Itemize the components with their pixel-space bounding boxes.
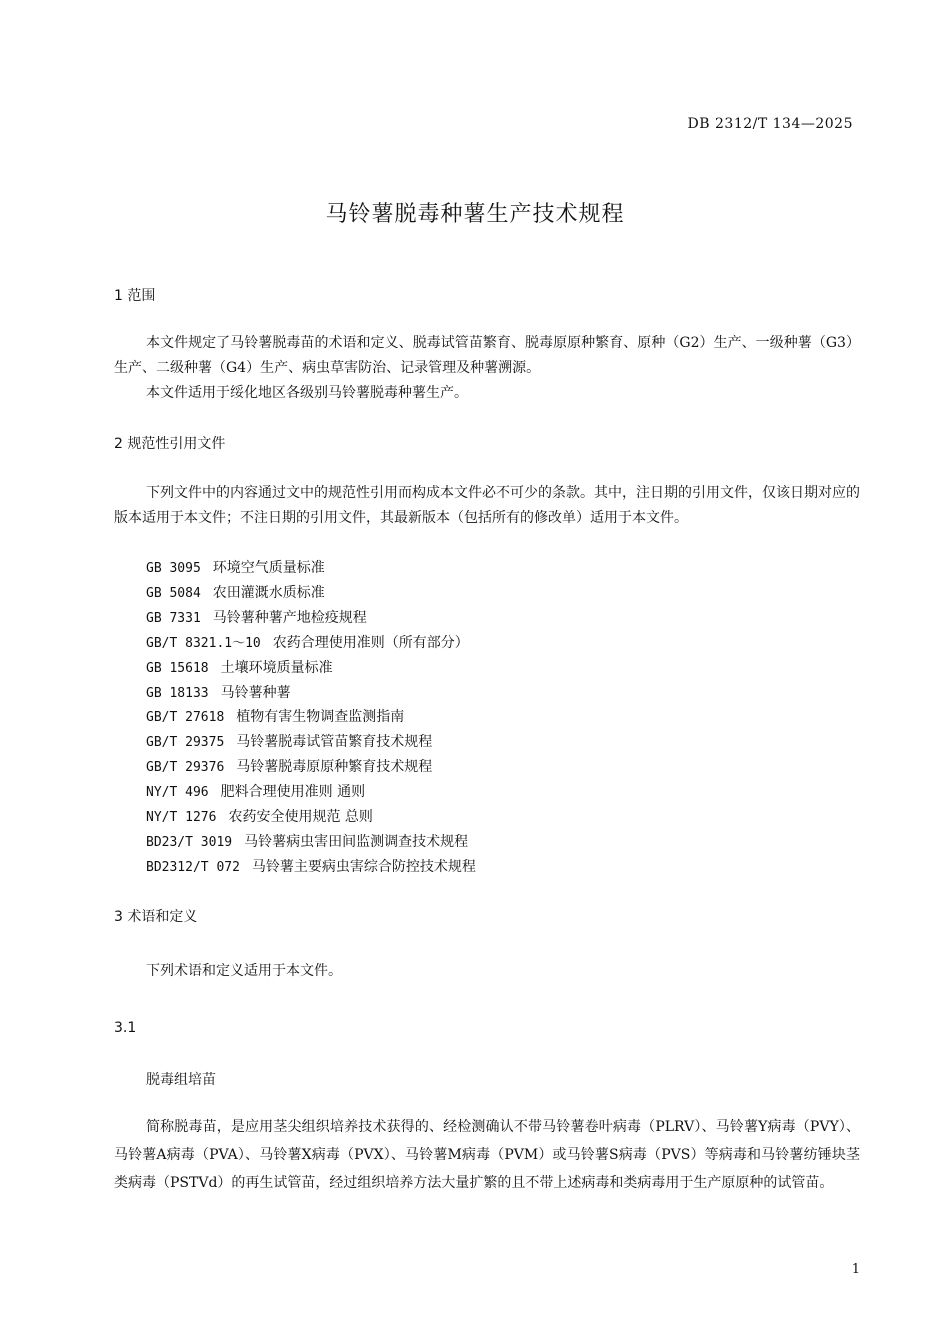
clause-number: 3.1 (114, 1020, 137, 1036)
reference-item (146, 856, 476, 876)
reference-item (146, 781, 365, 801)
document-code: DB 2312/T 134—2025 (687, 116, 853, 132)
section-1-paragraph-2: 本文件适用于绥化地区各级别马铃薯脱毒种薯生产。 (146, 385, 468, 401)
reference-code: GB 3095 (146, 561, 201, 576)
reference-item (146, 731, 432, 751)
reference-title: 环境空气质量标准 (212, 560, 325, 576)
section-1-heading: 1 范围 (114, 288, 156, 304)
reference-item (146, 806, 373, 826)
reference-item (146, 831, 468, 851)
section-3-paragraph-1: 下列术语和定义适用于本文件。 (146, 963, 342, 979)
reference-code: GB 7331 (146, 610, 201, 626)
reference-item (146, 657, 333, 677)
reference-title: 马铃薯种薯 (220, 684, 291, 701)
reference-code: GB/T 29375 (146, 735, 225, 751)
reference-title: 农药合理使用准则（所有部分） (272, 634, 469, 651)
reference-title: 马铃薯脱毒原原种繁育技术规程 (236, 759, 433, 776)
reference-title: 农药安全使用规范 总则 (228, 809, 373, 825)
reference-title: 马铃薯脱毒试管苗繁育技术规程 (236, 734, 433, 751)
page-number: 1 (851, 1262, 860, 1277)
reference-code: GB 18133 (146, 685, 209, 701)
reference-title: 植物有害生物调查监测指南 (236, 709, 405, 726)
reference-code: GB 5084 (146, 585, 201, 601)
document-title: 马铃薯脱毒种薯生产技术规程 (325, 202, 625, 227)
reference-item (146, 706, 404, 726)
term-heading: 脱毒组培苗 (146, 1072, 216, 1088)
section-1-paragraph-1: 本文件规定了马铃薯脱毒苗的术语和定义、脱毒试管苗繁育、脱毒原原种繁育、原种（G2）生产、一级种薯（G3）生产、二级种薯（G4）生产、病虫草害防治、记录管理及种薯溯源。 (114, 335, 860, 376)
reference-title: 马铃薯主要病虫害综合防控技术规程 (251, 858, 476, 875)
reference-item (146, 607, 367, 627)
reference-code: GB/T 29376 (146, 760, 225, 776)
reference-item (146, 582, 325, 602)
reference-item (146, 557, 325, 577)
reference-item (146, 632, 469, 652)
reference-code: NY/T 496 (146, 785, 209, 801)
term-definition: 简称脱毒苗，是应用茎尖组织培养技术获得的、经检测确认不带马铃薯卷叶病毒（PLRV）、马铃薯Y病毒（PVY）、马铃薯A病毒（PVA）、马铃薯X病毒（PVX）、马铃薯M病毒（PVM）或马铃薯S病毒（PVS）等病毒和马铃薯纺锤块茎类病毒（PSTVd）的再生试管苗，经过组织培养方法大量扩繁的且不带上述病毒和类病毒用于生产原原种的试管苗。 (114, 1119, 860, 1191)
reference-item (146, 682, 291, 702)
reference-item (146, 756, 432, 776)
reference-title: 农田灌溉水质标准 (212, 584, 325, 601)
reference-code: NY/T 1276 (146, 810, 217, 825)
reference-code: BD2312/T 072 (146, 859, 240, 875)
reference-title: 马铃薯病虫害田间监测调查技术规程 (244, 833, 469, 850)
reference-code: GB/T 27618 (146, 710, 225, 726)
reference-title: 马铃薯种薯产地检疫规程 (212, 609, 367, 626)
reference-title: 肥料合理使用准则 通则 (220, 784, 366, 801)
reference-code: GB/T 8321.1～10 (146, 635, 261, 651)
section-3-heading: 3 术语和定义 (114, 909, 198, 925)
section-2-paragraph-1: 下列文件中的内容通过文中的规范性引用而构成本文件必不可少的条款。其中，注日期的引用文件，仅该日期对应的版本适用于本文件；不注日期的引用文件，其最新版本（包括所有的修改单）适用于本文件。 (114, 485, 860, 526)
section-2-heading: 2 规范性引用文件 (114, 436, 226, 452)
reference-code: BD23/T 3019 (146, 834, 233, 850)
reference-code: GB 15618 (146, 660, 209, 676)
reference-title: 土壤环境质量标准 (220, 659, 333, 676)
